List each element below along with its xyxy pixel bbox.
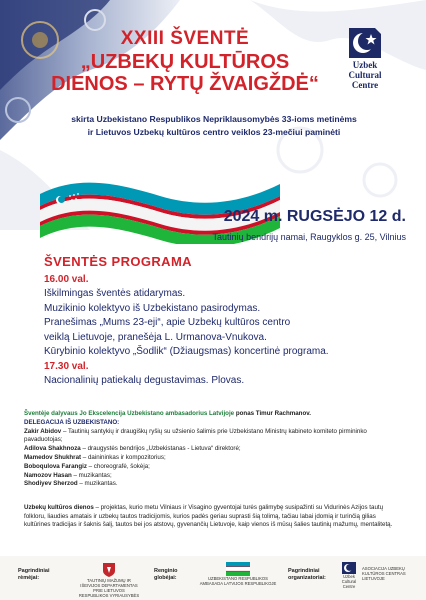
member-role: – draugystės bendrijos „Uzbekistanas - Lietuva“ direktorė;: [80, 445, 241, 453]
organizer-logo-text: Uzbek Cultural Centre: [341, 574, 357, 589]
delegation-member: [24, 445, 404, 454]
delegation-section: [24, 410, 404, 489]
member-name: Shodiyev Sherzod: [24, 480, 78, 488]
program-heading: ŠVENTĖS PROGRAMA: [44, 254, 192, 269]
delegation-intro: [24, 410, 404, 419]
member-role: – dainininkas ir kompozitorius;: [81, 453, 166, 461]
delegation-member: [24, 480, 404, 489]
member-role: – Tautinių santykių ir draugiškų ryšių su užsienio šalimis prie Uzbekistano Ministrų kabineto komiteto pirmininko pavaduotojas;: [24, 427, 367, 444]
star-crescent-logo-small-icon: [342, 562, 356, 574]
coat-of-arms-icon: [102, 562, 116, 578]
organizer-label-1: Pagrindiniai: [288, 568, 320, 574]
uzbek-cultural-centre-logo: [334, 26, 396, 90]
program-item-2: Muzikinio kolektyvo iš Uzbekistano pasirodymas.: [44, 302, 261, 314]
delegation-member: [24, 454, 404, 463]
subtitle-line-2: ir Lietuvos Uzbekų kultūros centro veiklos 23-mečiui paminėti: [87, 127, 341, 137]
support-org: [198, 562, 278, 586]
ambassador-intro: Šventėje dalyvaus Jo Ekscelencija Uzbekistano ambasadorius Latvijoje: [24, 410, 235, 417]
support-label-2: globėjai:: [154, 574, 177, 581]
program-item-3: Pranešimas „Mums 23-eji“, apie Uzbekų kultūros centro: [44, 317, 291, 328]
support-label-1: Renginio: [154, 568, 178, 574]
member-role: – choreografė, šokėja;: [86, 462, 150, 470]
about-bold: Uzbekų kultūros dienos: [24, 504, 94, 511]
delegation-member: [24, 463, 404, 472]
member-name: Boboqulova Farangiz: [24, 462, 87, 470]
poster-subtitle: [64, 113, 364, 139]
support-org-text: UZBEKISTANO RESPUBLIKOS AMBASADA LATVIJOS RESPUBLIKOJE: [199, 576, 277, 586]
member-name: Adilova Shakhnoza: [24, 445, 81, 453]
logo-text-3: Centre: [351, 80, 379, 90]
main-support-label: [18, 568, 49, 581]
about-text: – projektas, kurio metu Vilniaus ir Visagino gyventojai turės galimybę susipažinti su Vidurinės Azijos tautų folkloru, liaudies amatais ir uzbekų tautos tradicijomis, kurios padės geriau suprasti šią tolimą, tačiau labai įdomią ir turinčią gilias kultūrines tradicijas ir šaknis šalį, tautos bei jos atstovų, gyvenančių Lietuvoje, kaip vienos iš mūsų šalies tautinių mažumų, mentalitetą.: [24, 504, 393, 529]
title-line-2: „UZBEKŲ KULTŪROS: [80, 51, 290, 73]
member-role: – muzikantas;: [71, 471, 112, 479]
organizer-org: [362, 566, 418, 581]
member-role: – muzikantas.: [77, 480, 118, 488]
logo-text-2: Cultural: [348, 70, 382, 80]
support-label: [154, 568, 178, 581]
ambassador-name: ponas Timur Rachmanov.: [235, 410, 311, 417]
event-program: [44, 254, 404, 388]
title-line-3: DIENOS – RYTŲ ŽVAIGŽDĖ“: [51, 73, 319, 95]
program-item-6: Nacionalinių patiekalų degustavimas. Plovas.: [44, 374, 245, 386]
organizer-org-text: ASOCIACIJA UZBEKŲ KULTŪROS CENTRAS LIETUVOJE: [362, 566, 406, 581]
event-place: Tautinių bendrijų namai, Raugyklos g. 25, Vilnius: [212, 232, 406, 242]
member-name: Mamedov Shukhrat: [24, 453, 82, 461]
delegation-heading: DELEGACIJA IŠ UZBEKISTANO:: [24, 418, 120, 426]
main-support-org: [78, 562, 140, 598]
organizer-label-2: organizatoriai:: [288, 574, 326, 581]
main-support-label-1: Pagrindiniai: [18, 568, 50, 574]
delegation-member: [24, 428, 404, 446]
organizer-label: [288, 568, 326, 581]
program-time-1: 16.00 val.: [44, 274, 89, 285]
sponsors-footer: [0, 556, 426, 600]
organizer-logo: [338, 562, 360, 589]
main-support-label-2: rėmėjai:: [18, 574, 40, 581]
logo-text-1: Uzbek: [352, 60, 378, 70]
program-item-4: veiklą Lietuvoje, pranešėja L. Urmanova-Vnukova.: [44, 331, 267, 343]
program-time-2: 17.30 val.: [44, 360, 89, 372]
event-date: 2024 m. RUGSĖJO 12 d.: [223, 208, 406, 225]
member-name: Namozov Hasan: [24, 471, 72, 479]
main-support-org-text: TAUTINIŲ MAŽUMŲ IR IŠEIVIJOS DEPARTAMENTAS PRIE LIETUVOS RESPUBLIKOS VYRIAUSYBĖS: [78, 578, 140, 598]
about-paragraph: [24, 504, 404, 530]
subtitle-line-1: skirta Uzbekistano Respublikos Nepriklausomybės 33-ioms metinėms: [71, 114, 357, 124]
delegation-member: [24, 472, 404, 481]
title-line-1: XXIII ŠVENTĖ: [120, 28, 250, 49]
uzbekistan-flag-small-icon: [226, 562, 250, 576]
poster-title: [40, 28, 330, 95]
program-item-5: Kūrybinio kolektyvo „Šodlik“ (Džiaugsmas) koncertinė programa.: [44, 346, 329, 357]
star-crescent-logo-icon: [345, 26, 385, 60]
program-item-1: Iškilmingas šventės atidarymas.: [44, 288, 186, 299]
member-name: Zakir Abidov: [24, 427, 62, 435]
